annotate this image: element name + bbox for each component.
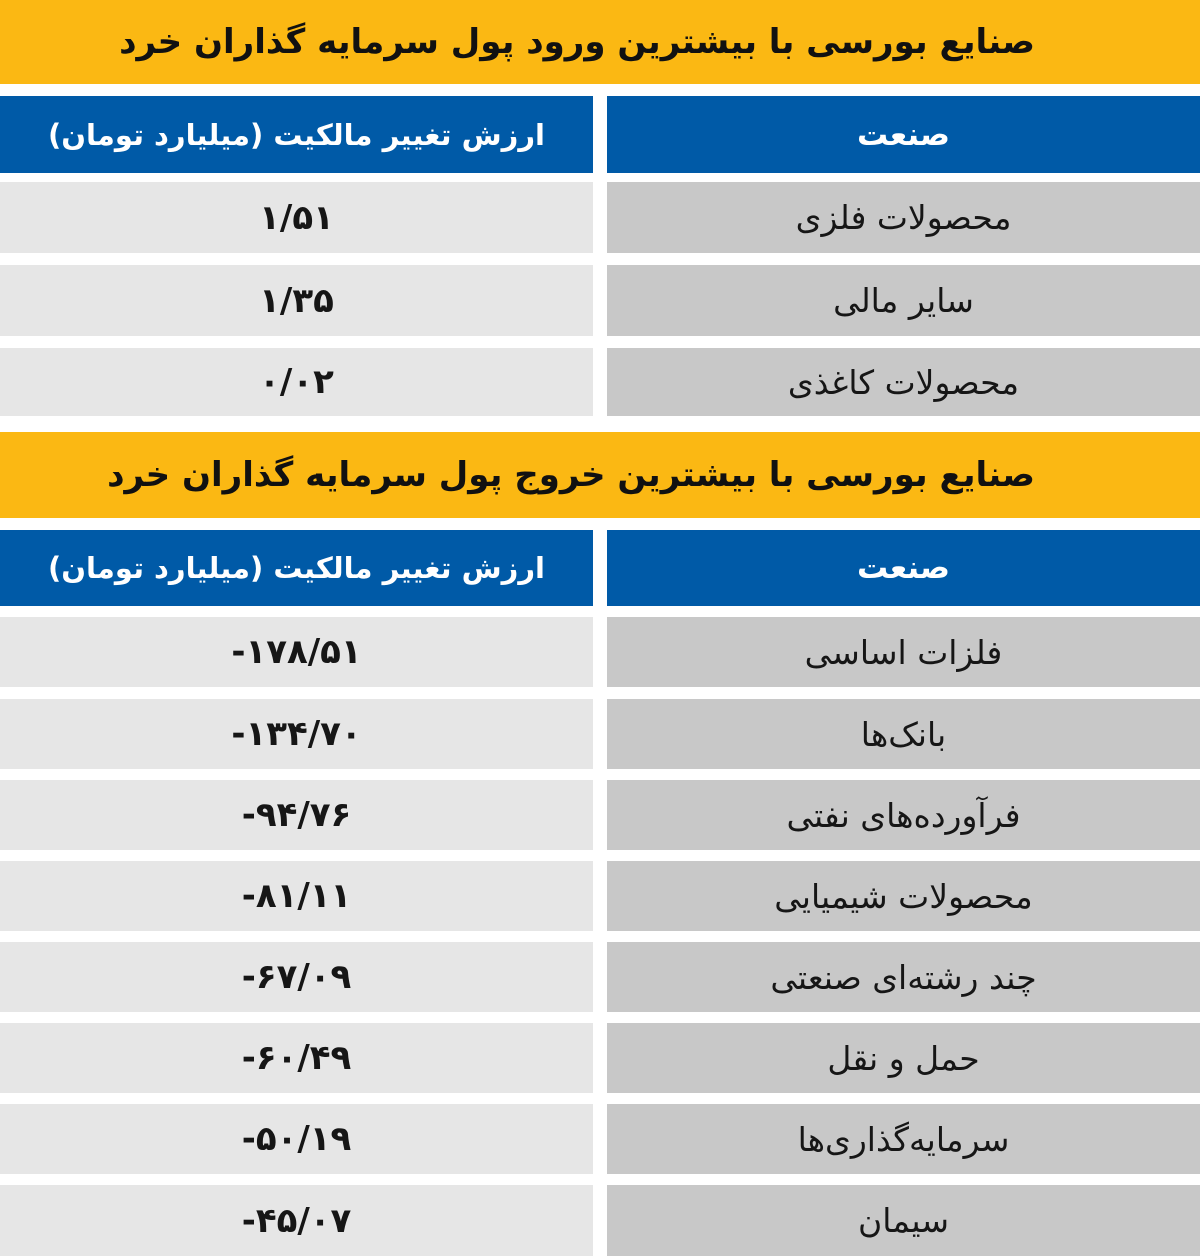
outflow-row-value: -۱۷۸/۵۱ [231,632,362,672]
inflow-row-industry: سایر مالی [607,265,1200,336]
outflow-row-industry: محصولات شیمیایی [607,861,1200,931]
outflow-row-industry: سرمایه‌گذاری‌ها [607,1104,1200,1174]
outflow-title-bar [0,432,1200,518]
outflow-row-industry: چند رشته‌ای صنعتی [607,942,1200,1012]
outflow-row-value: -۱۳۴/۷۰ [231,714,362,754]
inflow-row-industry: محصولات فلزی [607,182,1200,253]
outflow-row-industry: بانک‌ها [607,699,1200,769]
outflow-row-industry: فرآورده‌های نفتی [607,780,1200,850]
inflow-header-value: ارزش تغییر مالکیت (میلیارد تومان) [0,96,593,173]
outflow-title: صنایع بورسی با بیشترین خروج پول سرمایه گذاران خرد [107,455,1035,495]
inflow-title-bar [0,0,1200,84]
outflow-row-industry: فلزات اساسی [607,617,1200,687]
outflow-row-value: -۶۷/۰۹ [241,957,352,997]
inflow-header-industry: صنعت [607,96,1200,173]
inflow-row-industry: محصولات کاغذی [607,348,1200,416]
outflow-row-value: -۶۰/۴۹ [241,1038,352,1078]
outflow-row-value: -۹۴/۷۶ [241,795,352,835]
outflow-header-industry: صنعت [607,530,1200,606]
outflow-row-value: -۴۵/۰۷ [241,1200,352,1241]
outflow-row-industry: سیمان [607,1185,1200,1256]
outflow-row-industry: حمل و نقل [607,1023,1200,1093]
outflow-row-value: -۵۰/۱۹ [241,1119,352,1159]
outflow-header-value: ارزش تغییر مالکیت (میلیارد تومان) [0,530,593,606]
inflow-title: صنایع بورسی با بیشترین ورود پول سرمایه گذاران خرد [119,22,1035,62]
inflow-row-value: ۱/۳۵ [259,280,334,321]
inflow-row-value: ۰/۰۲ [259,362,334,402]
outflow-row-value: -۸۱/۱۱ [241,876,352,916]
inflow-row-value: ۱/۵۱ [259,197,334,238]
